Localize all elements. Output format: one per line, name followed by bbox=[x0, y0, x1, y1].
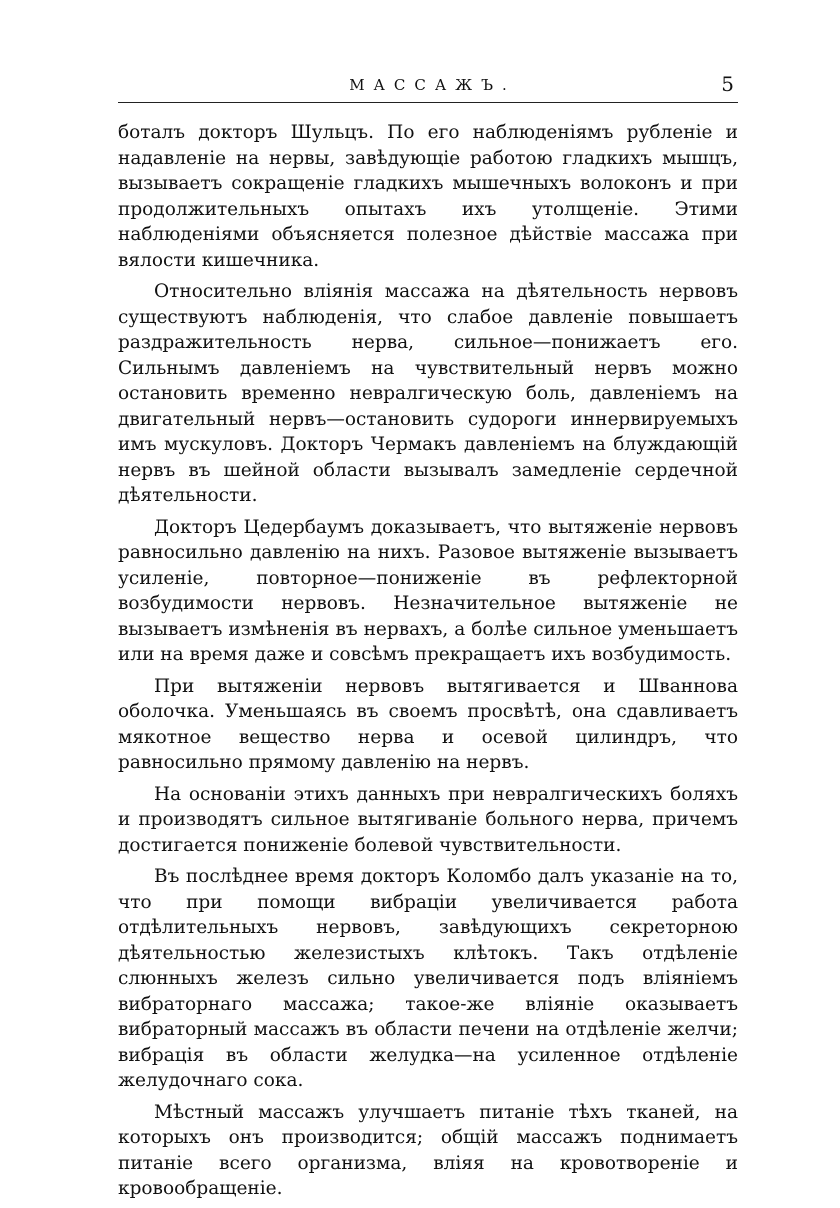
paragraph: Мѣстный массажъ улучшаетъ питанiе тѣхъ тканей, на которыхъ онъ производится; общiй массажъ поднимаетъ питанiе всего организма, влiяя на кровотворенiе и кровообращенiе. bbox=[118, 1101, 738, 1199]
running-head: МАССАЖЪ. bbox=[349, 76, 516, 94]
page-header bbox=[118, 70, 738, 103]
paragraph-continuation: боталъ докторъ Шульцъ. По его наблюденiямъ рубленiе и надавленiе на нервы, завѣдующiе работою гладкихъ мышцъ, вызываетъ сокращенiе гладкихъ мышечныхъ волоконъ и при продолжительныхъ опытахъ ихъ утолщенiе. Этими наблюденiями объясняется полезное дѣйствiе массажа при вялости кишечника. bbox=[118, 122, 738, 271]
paragraph: Въ послѣднее время докторъ Коломбо далъ указанiе на то, что при помощи вибрацiи увеличивается работа отдѣлительныхъ нервовъ, завѣдующихъ секреторною дѣятельностью железистыхъ клѣтокъ. Такъ отдѣленiе слюнныхъ железъ сильно увеличивается подъ влiянiемъ вибраторнаго массажа; такое-же влiянiе оказываетъ вибраторный массажъ въ области печени на отдѣленiе желчи; вибрацiя въ области желудка—на усиленное отдѣленiе желудочнаго сока. bbox=[118, 866, 738, 1091]
paragraph: Относительно влiянiя массажа на дѣятельность нервовъ существуютъ наблюденiя, что слабое давленiе повышаетъ раздражительность нерва, сильное—понижаетъ его. Сильнымъ давленiемъ на чувствительный нервъ можно остановить временно невралгическую боль, давленiемъ на двигательный нервъ—остановить судороги иннервируемыхъ имъ мускуловъ. Докторъ Чермакъ давленiемъ на блуждающiй нервъ въ шейной области вызывалъ замедленiе сердечной дѣятельности. bbox=[118, 281, 738, 506]
paragraph: Докторъ Цедербаумъ доказываетъ, что вытяженiе нервовъ равносильно давленiю на нихъ. Разовое вытяженiе вызываетъ усиленiе, повторное—пониженiе въ рефлекторной возбудимости нервовъ. Незначительное вытяженiе не вызываетъ измѣненiя въ нервахъ, а болѣе сильное уменьшаетъ или на время даже и совсѣмъ прекращаетъ ихъ возбудимость. bbox=[118, 516, 738, 665]
paragraph: На основанiи этихъ данныхъ при невралгическихъ боляхъ и производятъ сильное вытягиванiе больного нерва, причемъ достигается пониженiе болевой чувствительности. bbox=[118, 783, 738, 856]
paragraph: При вытяженiи нервовъ вытягивается и Шваннова оболочка. Уменьшаясь въ своемъ просвѣтѣ, она сдавливаетъ мякотное вещество нерва и осевой цилиндръ, что равносильно прямому давленiю на нервъ. bbox=[118, 675, 738, 773]
body-text bbox=[118, 120, 738, 1208]
page-number: 5 bbox=[721, 72, 734, 96]
